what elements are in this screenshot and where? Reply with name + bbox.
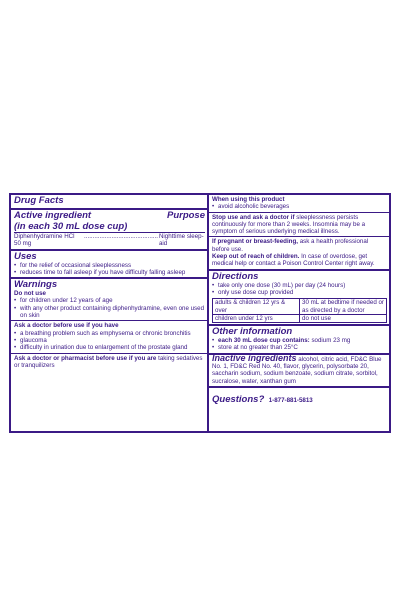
questions-section [209,386,389,408]
list-item [212,337,387,344]
pregnancy-section [209,236,389,268]
table-row [213,299,387,315]
ask-pharmacist-label: Ask a doctor or pharmacist before use if you are [14,354,157,362]
right-column [209,195,389,431]
purpose-heading: Purpose [166,210,205,221]
when-using-section [209,195,389,212]
ask-pharmacist-text: taking sedatives or tranquilizers [14,354,203,369]
table-cell: children under 12 yrs [213,314,300,322]
list-item: • for children under 12 years of age [14,297,205,304]
warnings-heading: Warnings [14,279,58,291]
stop-use-section [209,212,389,237]
table-cell: 30 mL at bedtime if needed or as directed by a doctor [300,299,387,315]
stop-use-text: sleeplessness persists continuously for more than 2 weeks. Insomnia may be a symptom of serious underlying medical illness. [212,213,366,236]
inactive-ingredients-text: alcohol, citric acid, FD&C Blue No. 1, FD&C Red No. 40, flavor, glycerin, polysorbate 20, saccharin sodium, sodium benzoate, sodium citrate, sorbitol, sucralose, water, xanthan gum [212,355,382,385]
drug-facts-title: Drug Facts [14,195,64,206]
other-information-section [209,324,389,353]
table-cell: do not use [300,314,387,322]
do-not-use-label: Do not use [14,290,46,298]
list-item: • take only one dose (30 mL) per day (24 hours) [212,282,387,289]
list-item: • a breathing problem such as emphysema or chronic bronchitis [14,330,205,337]
uses-section [11,249,207,278]
drug-facts-header [11,195,207,208]
ask-doctor-section [11,320,207,352]
when-using-heading: When using this product [212,196,285,203]
list-item: • with any other product containing diphenhydramine, even one used on skin [14,305,205,320]
when-using-list [212,203,387,210]
active-ingredient-heading: Active ingredient [14,210,92,221]
uses-list [14,262,205,277]
list-item: • reduces time to fall asleep if you have difficulty falling asleep [14,269,205,276]
directions-list [212,282,387,297]
table-row [213,314,387,322]
do-not-use-list [14,297,205,319]
phone-number: 1-877-881-5813 [268,396,313,404]
questions-heading: Questions? [212,393,265,405]
pregnancy-text: ask a health professional before use. [212,238,369,253]
other-information-heading: Other information [212,326,293,338]
active-ingredient-section [11,208,207,249]
keep-out-of-reach-label: Keep out of reach of children. [212,253,300,261]
leader-dots: ........................................... [84,233,158,240]
pregnancy-label: If pregnant or breast-feeding, [212,238,298,246]
inactive-ingredients-section [209,353,389,386]
other-information-list [212,337,387,352]
list-item: • difficulty in urination due to enlargement of the prostate gland [14,344,205,351]
directions-heading: Directions [212,270,259,282]
overdose-text: In case of overdose, get medical help or contact a Poison Control Center right away. [212,253,375,268]
drug-facts-panel [9,193,391,433]
dosing-table [212,298,387,323]
ingredient-name: Diphenhydramine HCl 50 mg [14,233,75,248]
ask-doctor-label: Ask a doctor before use if you have [14,322,119,330]
ingredient-purpose: Nighttime sleep-aid [158,233,204,248]
dose-cup-heading: (in each 30 mL dose cup) [14,221,128,232]
warnings-section [11,277,207,320]
list-item: • only use dose cup provided [212,289,387,296]
list-item: • store at no greater than 25°C [212,344,387,351]
table-cell: adults & children 12 yrs & over [213,299,300,315]
ask-pharmacist-section [11,353,207,371]
list-item: • avoid alcoholic beverages [212,203,387,210]
list-item: • for the relief of occasional sleeplessness [14,262,205,269]
sodium-label: each 30 mL dose cup contains: [218,337,310,345]
sodium-value: sodium 23 mg [311,337,351,345]
stop-use-label: Stop use and ask a doctor if [212,213,295,221]
inactive-ingredients-heading: Inactive ingredients [212,352,297,363]
directions-section [209,269,389,324]
uses-heading: Uses [14,250,37,262]
left-column [11,195,209,431]
ask-doctor-list [14,330,205,352]
list-item: • glaucoma [14,337,205,344]
